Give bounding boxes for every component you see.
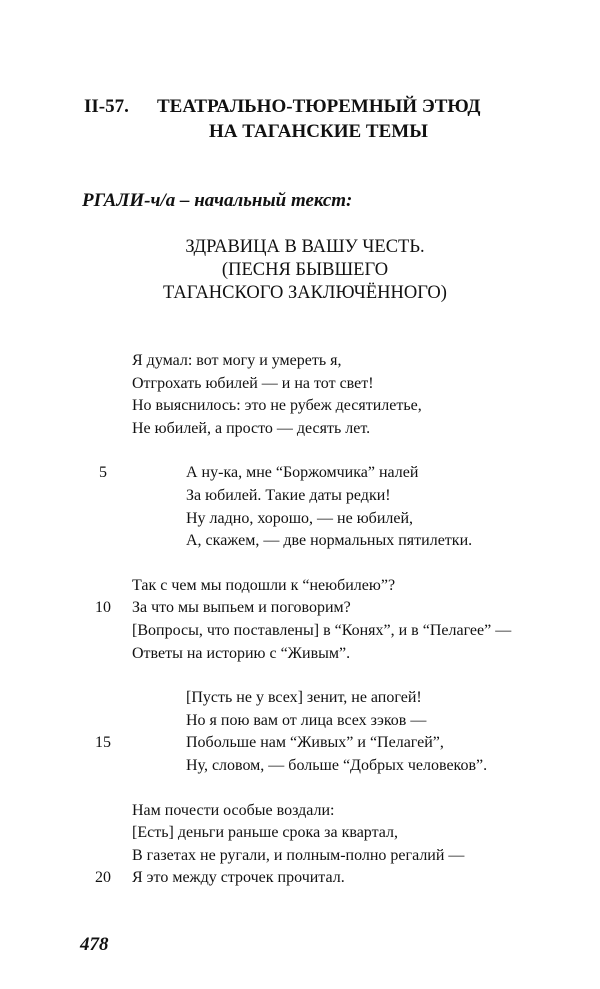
line-number: 15 bbox=[95, 734, 111, 752]
poem-title-line-2: НА ТАГАНСКИЕ ТЕМЫ bbox=[209, 121, 428, 142]
verse-text: Не юбилей, а просто — десять лет. bbox=[132, 419, 371, 437]
stanza-1 bbox=[0, 350, 600, 440]
verse-text: Я это между строчек прочитал. bbox=[132, 869, 345, 887]
verse-line bbox=[0, 485, 600, 508]
verse-text: Ответы на историю с “Живым”. bbox=[132, 644, 351, 662]
verse-text: Нам почести особые воздали: bbox=[132, 801, 335, 819]
verse-text: В газетах не ругали, и полным-полно регалий — bbox=[132, 846, 465, 864]
verse-line bbox=[0, 530, 600, 553]
verse-text: Побольше нам “Живых” и “Пелагей”, bbox=[186, 734, 444, 752]
verse-line bbox=[0, 462, 600, 485]
verse-line bbox=[0, 732, 600, 755]
verse-text: Ну, словом, — больше “Добрых человеков”. bbox=[186, 756, 488, 774]
verse-line bbox=[0, 710, 600, 733]
verse-text: Но я пою вам от лица всех зэков — bbox=[186, 711, 427, 729]
stanza-3 bbox=[0, 575, 600, 665]
verse-line bbox=[0, 508, 600, 531]
verse-line bbox=[0, 687, 600, 710]
verse-text: Но выяснилось: это не рубеж десятилетье, bbox=[132, 397, 422, 415]
subtitle-line: (ПЕСНЯ БЫВШЕГО bbox=[221, 260, 389, 280]
verse-text: [Есть] деньги раньше срока за квартал, bbox=[132, 824, 399, 842]
verse-line bbox=[0, 822, 600, 845]
verse-line bbox=[0, 620, 600, 643]
verse-line bbox=[0, 755, 600, 778]
verse-line bbox=[0, 800, 600, 823]
subtitle-line: ЗДРАВИЦА В ВАШУ ЧЕСТЬ. bbox=[185, 237, 425, 257]
verse-text: Отгрохать юбилей — и на тот свет! bbox=[132, 374, 374, 392]
verse-line bbox=[0, 643, 600, 666]
poem-number: II-57. bbox=[84, 96, 129, 117]
subtitle-line: ТАГАНСКОГО ЗАКЛЮЧЁННОГО) bbox=[163, 283, 447, 303]
stanza-2 bbox=[0, 462, 600, 552]
verse-line bbox=[0, 867, 600, 890]
verse-text: Ну ладно, хорошо, — не юбилей, bbox=[186, 509, 414, 527]
verse-line bbox=[0, 845, 600, 868]
source-note: РГАЛИ-ч/а – начальный текст: bbox=[82, 190, 353, 211]
verse-line bbox=[0, 575, 600, 598]
verse-text: [Вопросы, что поставлены] в “Конях”, и в “Пелагее” — bbox=[132, 621, 512, 639]
stanza-4 bbox=[0, 687, 600, 777]
poem-body bbox=[0, 350, 600, 912]
verse-text: А ну-ка, мне “Боржомчика” налей bbox=[186, 464, 419, 482]
verse-text: Я думал: вот могу и умереть я, bbox=[132, 352, 342, 369]
verse-line bbox=[0, 373, 600, 396]
line-number: 10 bbox=[95, 599, 111, 617]
poem-title-line-1: ТЕАТРАЛЬНО-ТЮРЕМНЫЙ ЭТЮД bbox=[157, 96, 481, 117]
verse-line bbox=[0, 597, 600, 620]
page-number: 478 bbox=[80, 934, 109, 955]
verse-text: Так с чем мы подошли к “неюбилею”? bbox=[132, 576, 396, 594]
line-number: 5 bbox=[99, 464, 107, 482]
verse-text: За юбилей. Такие даты редки! bbox=[186, 486, 391, 504]
verse-line bbox=[0, 350, 600, 373]
stanza-5 bbox=[0, 800, 600, 890]
poem-subtitle bbox=[150, 236, 460, 305]
verse-line bbox=[0, 418, 600, 441]
line-number: 20 bbox=[95, 869, 111, 887]
verse-text: За что мы выпьем и поговорим? bbox=[132, 599, 351, 617]
verse-line bbox=[0, 395, 600, 418]
verse-text: [Пусть не у всех] зенит, не апогей! bbox=[186, 689, 422, 707]
verse-text: А, скажем, — две нормальных пятилетки. bbox=[186, 532, 473, 550]
